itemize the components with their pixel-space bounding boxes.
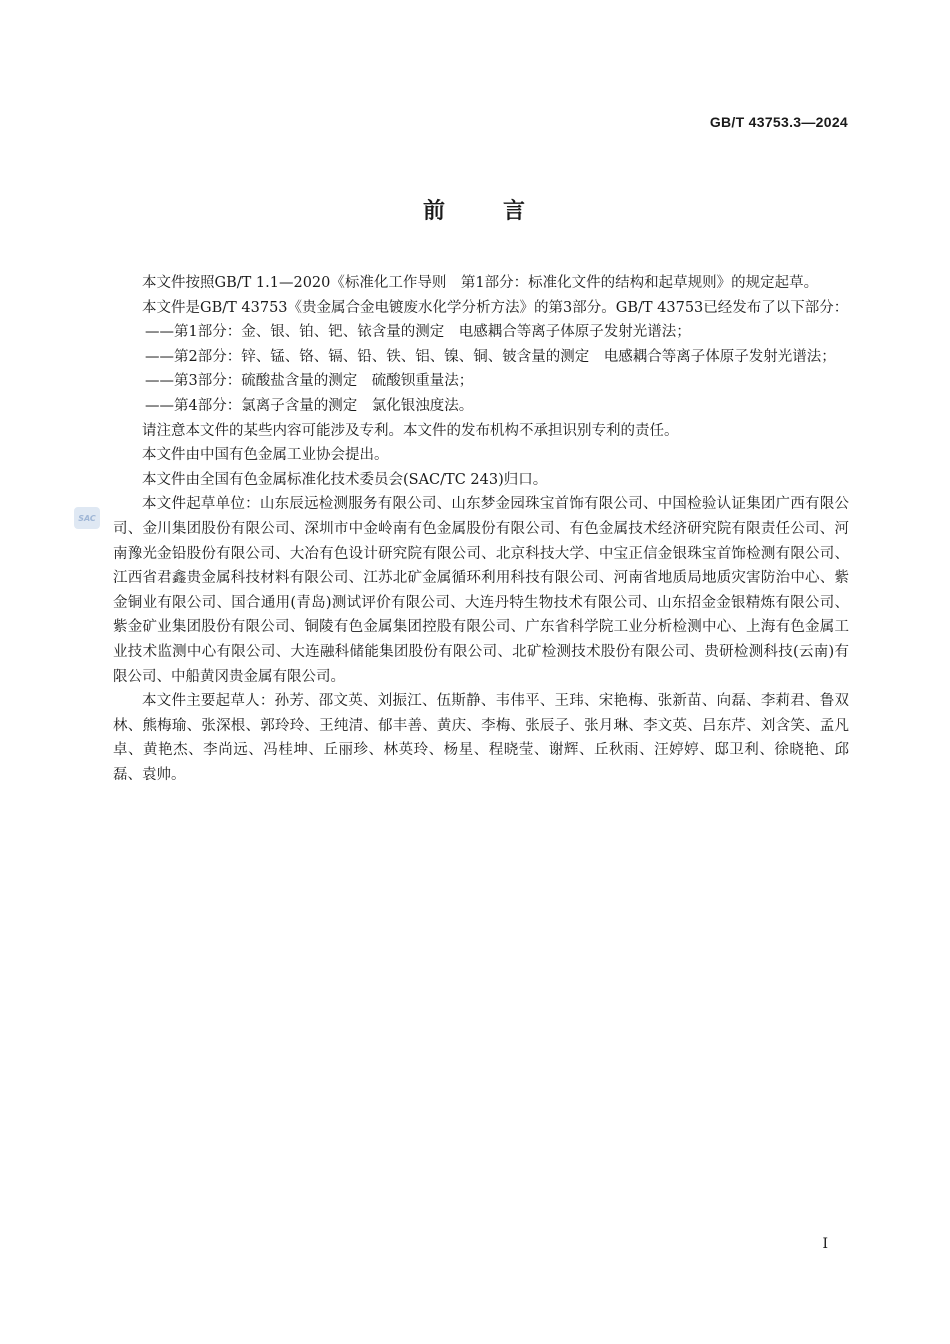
page-number: I <box>822 1236 828 1252</box>
foreword-body <box>113 271 849 787</box>
list-item-part-3: ——第3部分：硫酸盐含量的测定 硫酸钡重量法； <box>145 373 474 390</box>
paragraph-proposer: 本文件由中国有色金属工业协会提出。 <box>142 447 389 464</box>
paragraph-drafters: 本文件主要起草人：孙芳、邵文英、刘振江、伍斯静、韦伟平、王玮、宋艳梅、张新苗、向磊、李莉君、鲁双林、熊梅瑜、张深根、郭玲玲、王纯清、郁丰善、黄庆、李梅、张辰子、张月琳、李文英、吕东芹、刘含笑、孟凡卓、黄艳杰、李尚远、冯桂坤、丘丽珍、林英玲、杨星、程晓莹、谢辉、丘秋雨、汪婷婷、邸卫利、徐晓艳、邱磊、袁帅。 <box>113 693 849 783</box>
paragraph-committee: 本文件由全国有色金属标准化技术委员会(SAC/TC 243)归口。 <box>142 471 548 488</box>
paragraph-drafting-units: 本文件起草单位：山东辰远检测服务有限公司、山东梦金园珠宝首饰有限公司、中国检验认证集团广西有限公司、金川集团股份有限公司、深圳市中金岭南有色金属股份有限公司、有色金属技术经济研究院有限责任公司、河南豫光金铅股份有限公司、大冶有色设计研究院有限公司、北京科技大学、中宝正信金银珠宝首饰检测有限公司、江西省君鑫贵金属科技材料有限公司、江苏北矿金属循环利用科技有限公司、河南省地质局地质灾害防治中心、紫金铜业有限公司、国合通用(青岛)测试评价有限公司、大连丹特生物技术有限公司、山东招金金银精炼有限公司、紫金矿业集团股份有限公司、铜陵有色金属集团控股有限公司、广东省科学院工业分析检测中心、上海有色金属工业技术监测中心有限公司、大连融科储能集团股份有限公司、北矿检测技术股份有限公司、贵研检测科技(云南)有限公司、中船黄冈贵金属有限公司。 <box>113 496 849 685</box>
paragraph-drafting-rules: 本文件按照GB/T 1.1—2020《标准化工作导则 第1部分：标准化文件的结构和起草规则》的规定起草。 <box>142 275 819 291</box>
list-item-part-2: ——第2部分：锌、锰、铬、镉、铅、铁、铝、镍、铜、铍含量的测定 电感耦合等离子体原子发射光谱法； <box>145 348 836 365</box>
sac-watermark-icon: SAC <box>74 507 100 529</box>
standard-code: GB/T 43753.3—2024 <box>709 114 848 130</box>
list-item-part-4: ——第4部分：氯离子含量的测定 氯化银浊度法。 <box>145 397 474 414</box>
paragraph-patent-notice: 请注意本文件的某些内容可能涉及专利。本文件的发布机构不承担识别专利的责任。 <box>142 422 679 439</box>
title-char-left: 前 <box>422 199 447 224</box>
paragraph-series-intro: 本文件是GB/T 43753《贵金属合金电镀废水化学分析方法》的第3部分。GB/T 43753已经发布了以下部分： <box>142 299 849 316</box>
title-char-right: 言 <box>503 199 528 224</box>
list-item-part-1: ——第1部分：金、银、铂、钯、铱含量的测定 电感耦合等离子体原子发射光谱法； <box>145 324 691 341</box>
page-title <box>0 194 950 225</box>
